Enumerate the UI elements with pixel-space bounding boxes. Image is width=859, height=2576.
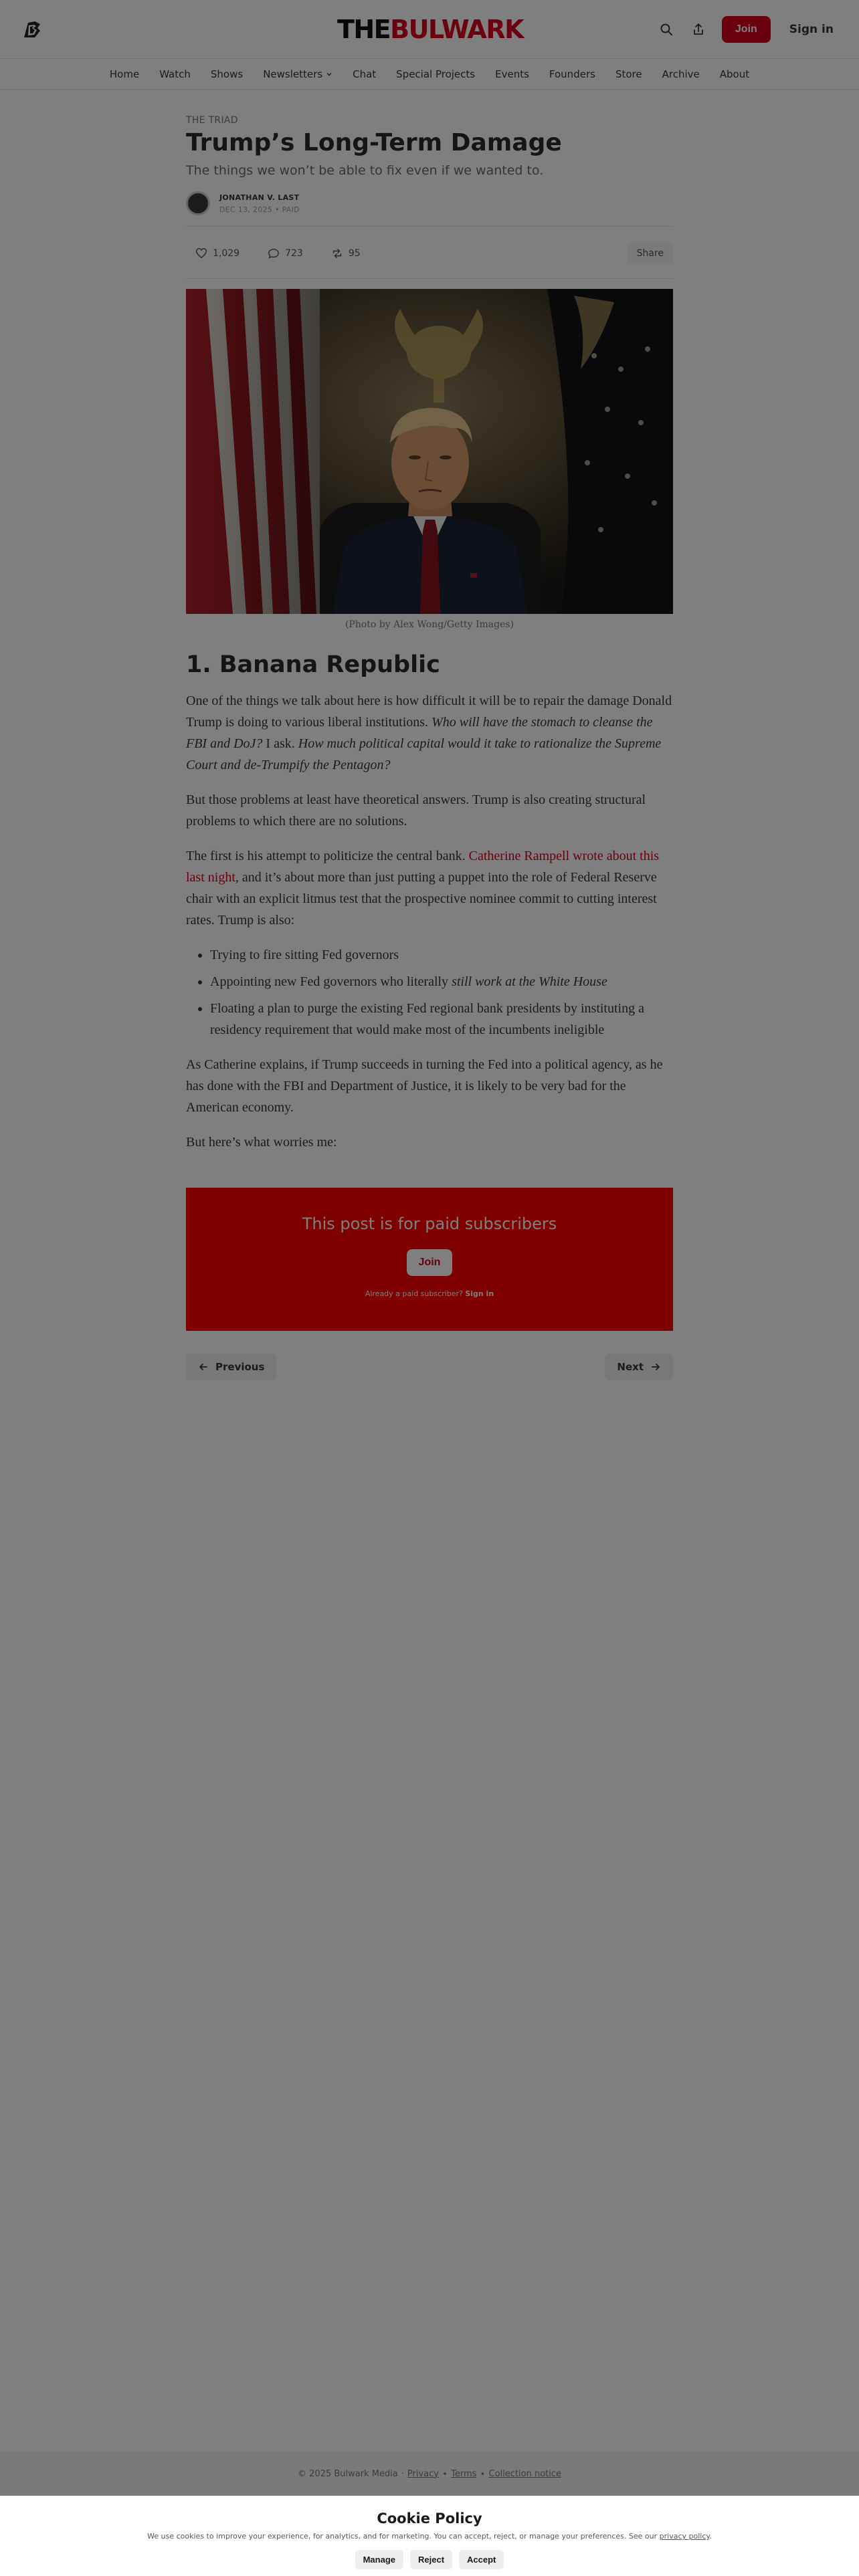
cookie-text-body: We use cookies to improve your experience, for analytics, and for marketing. You can accept, reject, or manage your preferences. See our [147, 2532, 658, 2541]
cookie-buttons [355, 2550, 504, 2569]
cookie-banner [0, 2496, 859, 2576]
cookie-reject-button[interactable]: Reject [410, 2550, 452, 2569]
cookie-accept-button[interactable]: Accept [459, 2550, 504, 2569]
cookie-text: We use cookies to improve your experience, for analytics, and for marketing. You can accept, reject, or manage your preferences. See our privacy policy. [147, 2532, 712, 2541]
privacy-policy-link[interactable]: privacy policy [659, 2532, 710, 2541]
cookie-title: Cookie Policy [377, 2510, 482, 2527]
cookie-manage-button[interactable]: Manage [355, 2550, 403, 2569]
